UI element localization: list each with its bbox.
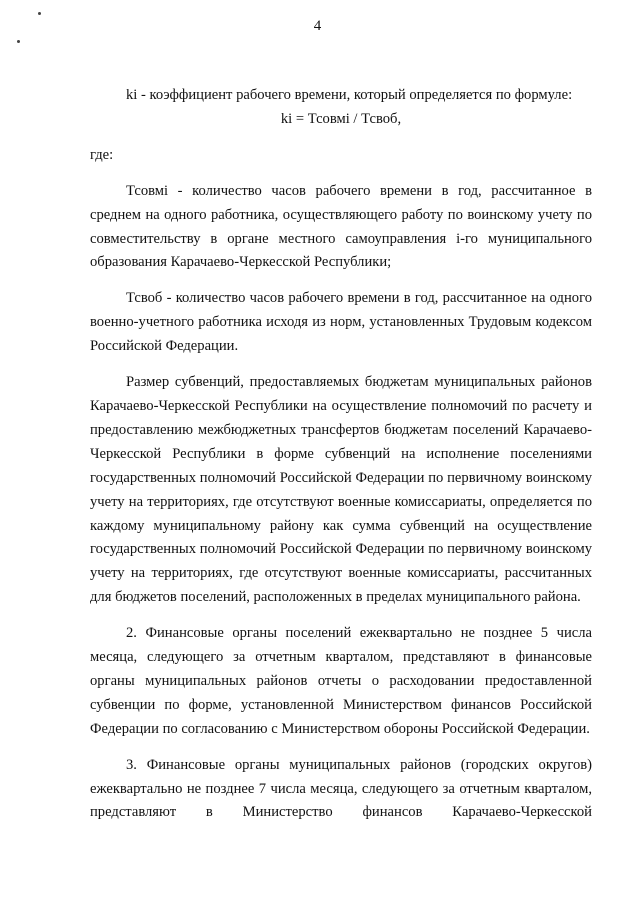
paragraph-where: где: xyxy=(90,146,114,163)
paragraph-tsvob-definition: Тсвоб - количество часов рабочего времени в год, рассчитанное на одного военно-учетного работника исходя из норм, установленных Трудовым кодексом Российской Федерации. xyxy=(90,290,592,355)
formula: ki = Тсовмi / Тсвоб, xyxy=(280,110,402,127)
scan-speck xyxy=(38,12,41,15)
paragraph-subvention-size: Размер субвенций, предоставляемых бюджетам муниципальных районов Карачаево-Черкесской Республики на осуществление полномочий по расчету и предоставлению межбюджетных трансфертов бюджетам поселений Карачаево-Черкесской Республики в форме субвенций на исполнение поселениями государственных полномочий Российской Федерации по первичному воинскому учету на территориях, где отсутствуют военные комиссариаты, определяется по каждому муниципальному району как сумма субвенций на осуществление государственных полномочий Российской Федерации по первичному воинскому учету на территориях, где отсутствуют военные комиссариаты, рассчитанных для бюджетов поселений, расположенных в пределах муниципального района. xyxy=(90,374,592,606)
paragraph-tsovm-definition: Тсовмi - количество часов рабочего времени в год, рассчитанное в среднем на одного работника, осуществляющего работу по воинскому учету по совместительству в органе местного самоуправления i-го муниципального образования Карачаево-Черкесской Республики; xyxy=(90,182,592,271)
scan-speck xyxy=(17,40,20,43)
document-body xyxy=(90,84,592,825)
paragraph-coefficient-definition: ki - коэффициент рабочего времени, который определяется по формуле: xyxy=(126,87,573,103)
page-number: 4 xyxy=(313,18,322,34)
paragraph-item-3: 3. Финансовые органы муниципальных районов (городских округов) ежеквартально не позднее 7 числа месяца, следующего за отчетным кварталом, представляют в Министерство финансов Карачаево-Черкесской xyxy=(90,756,592,821)
paragraph-item-2: 2. Финансовые органы поселений ежеквартально не позднее 5 числа месяца, следующего за отчетным кварталом, представляют в финансовые органы муниципальных районов отчеты о расходовании предоставленной субвенции по форме, установленной Министерством финансов Российской Федерации по согласованию с Министерством обороны Российской Федерации. xyxy=(90,625,592,737)
